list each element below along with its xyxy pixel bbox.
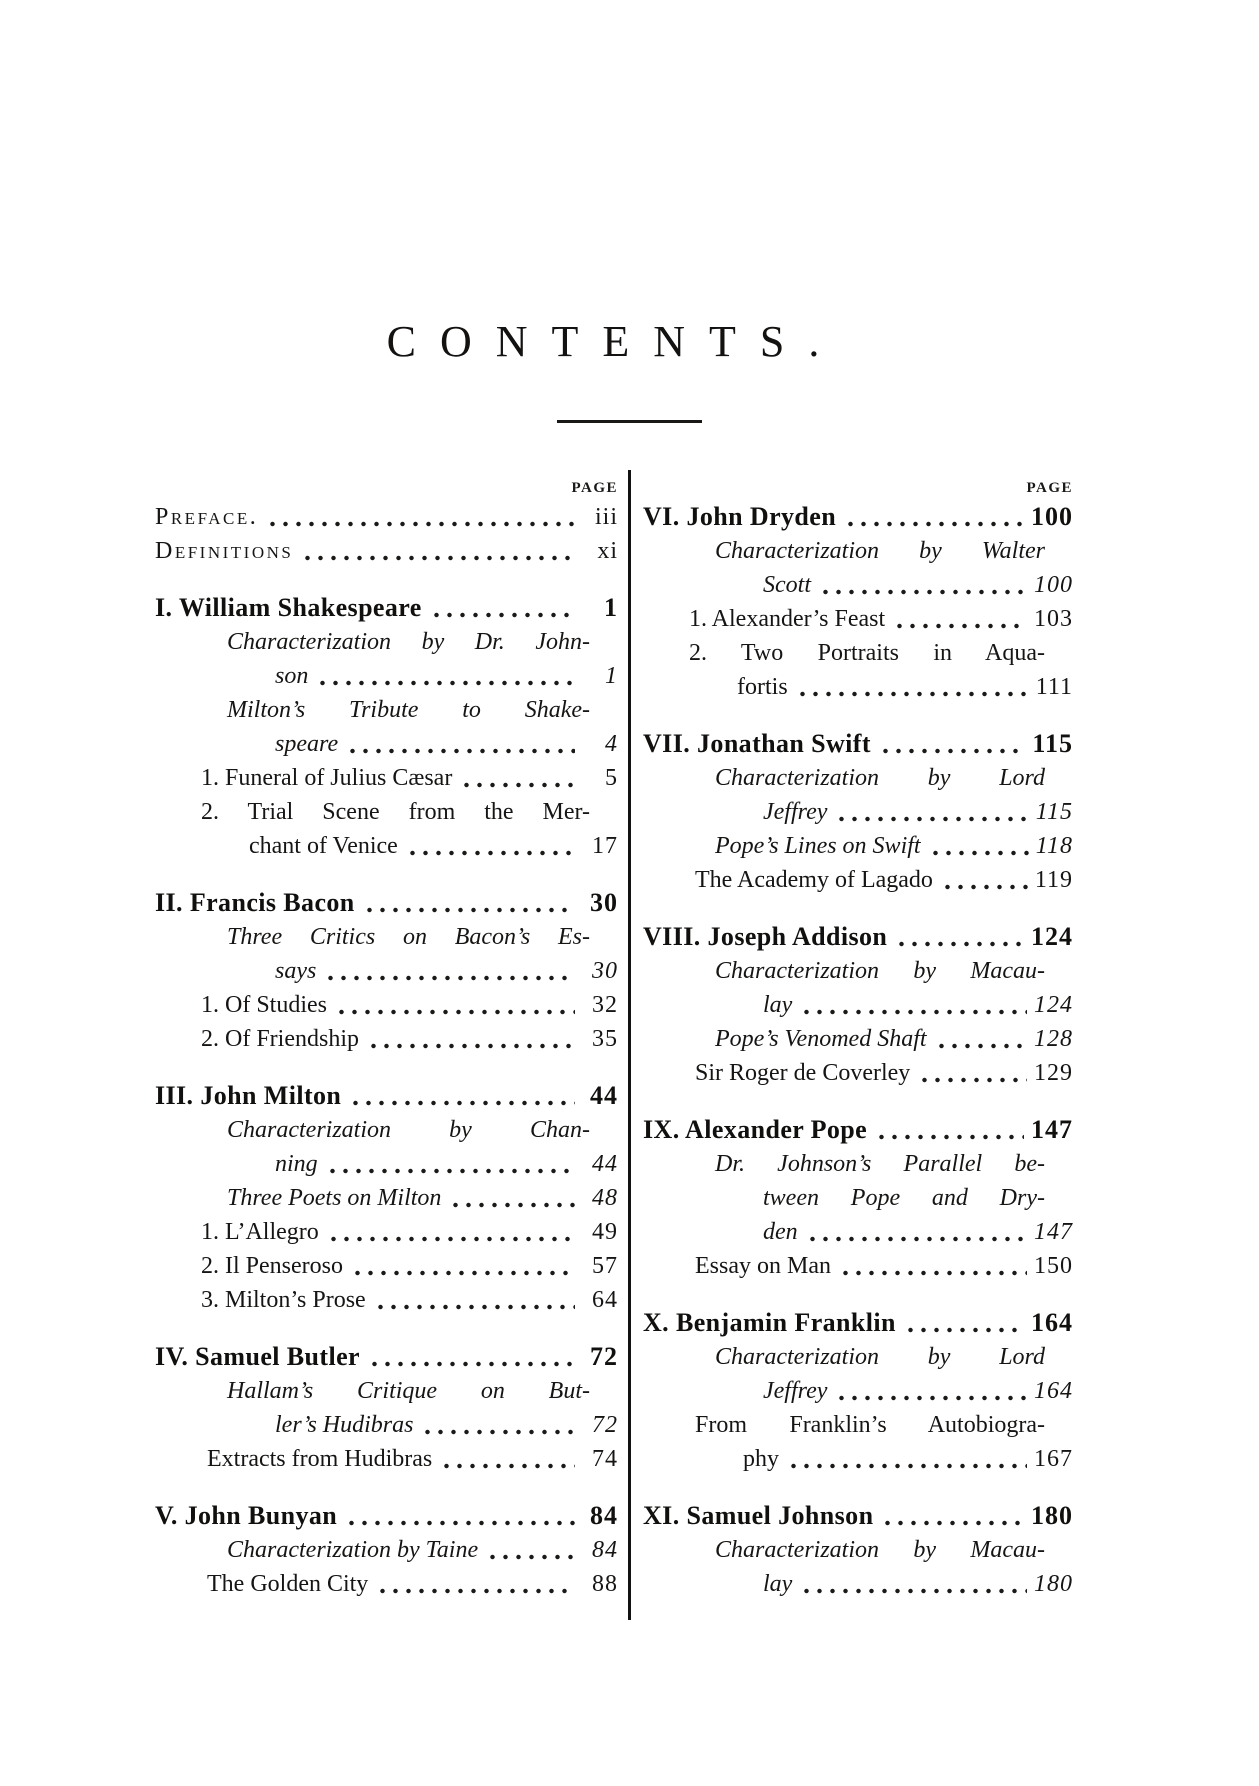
page-number: 44 — [590, 1081, 618, 1110]
entry-text: Extracts from Hudibras — [207, 1446, 433, 1472]
page-number: 124 — [1031, 922, 1073, 951]
entry-text: ler’s Hudibras — [275, 1412, 414, 1438]
toc-entry — [155, 886, 618, 920]
entry-text: 3. Milton’s Prose — [201, 1287, 366, 1313]
page-number: 167 — [1034, 1446, 1073, 1472]
entry-text: The Academy of Lagado — [695, 867, 933, 893]
dot-leader — [785, 1442, 1027, 1476]
dot-leader — [404, 829, 575, 863]
page-number: 1 — [604, 593, 618, 622]
entry-text: X. Benjamin Franklin — [643, 1308, 896, 1337]
page-number: 147 — [1031, 1115, 1073, 1144]
toc-entry-line — [201, 829, 618, 863]
dot-leader — [324, 1147, 575, 1181]
dot-leader — [833, 1374, 1027, 1408]
toc-entry — [155, 1442, 618, 1476]
toc-column-right — [643, 478, 1073, 1601]
toc-entry-line — [155, 1079, 618, 1113]
dot-leader — [833, 795, 1028, 829]
entry-text: lay — [763, 992, 793, 1018]
toc-entry-line — [715, 1567, 1073, 1601]
entry-text: Preface. — [155, 504, 259, 530]
entry-text: VIII. Joseph Addison — [643, 922, 888, 951]
dot-leader — [877, 727, 1025, 761]
entry-text: Pope’s Venomed Shaft — [715, 1026, 927, 1052]
page-number: 100 — [1034, 572, 1073, 598]
dot-leader — [447, 1181, 575, 1215]
page-number: 180 — [1031, 1501, 1073, 1530]
dot-leader — [939, 863, 1028, 897]
dot-leader — [374, 1567, 575, 1601]
toc-entry-line — [201, 1283, 618, 1317]
dot-leader — [798, 1567, 1027, 1601]
toc-entry-line — [715, 829, 1073, 863]
entry-text: Sir Roger de Coverley — [695, 1060, 911, 1086]
toc-entry-line — [201, 1022, 618, 1056]
toc-entry-line: From Franklin’s Autobiogra- — [695, 1412, 1045, 1438]
toc-entry — [155, 1215, 618, 1249]
dot-leader — [264, 500, 575, 534]
toc-entry — [155, 1181, 618, 1215]
toc-entries-left — [155, 500, 618, 1601]
page-number: 119 — [1034, 867, 1073, 893]
dot-leader — [927, 829, 1029, 863]
title-divider-rule — [557, 420, 702, 423]
toc-entry-line: Three Critics on Bacon’s Es- — [227, 924, 590, 950]
dot-leader — [372, 1283, 575, 1317]
toc-entry-line — [643, 1306, 1073, 1340]
toc-entry-line — [695, 1056, 1073, 1090]
toc-entry-line: Dr. Johnson’s Parallel be- — [715, 1151, 1045, 1177]
dot-leader — [322, 954, 575, 988]
dot-leader — [458, 761, 575, 795]
entry-text: Pope’s Lines on Swift — [715, 833, 921, 859]
toc-entry-line: 2. Two Portraits in Aqua- — [689, 640, 1045, 666]
toc-entry — [155, 795, 618, 863]
page-number: 124 — [1034, 992, 1073, 1018]
page-number: 88 — [592, 1571, 618, 1597]
page-number: iii — [594, 504, 618, 530]
toc-entry-line: Characterization by Lord — [715, 1344, 1045, 1370]
toc-entry-line — [227, 659, 618, 693]
toc-entry — [155, 534, 618, 568]
toc-entry-line — [715, 988, 1073, 1022]
toc-entry-line — [715, 1215, 1073, 1249]
entry-text: Jeffrey — [763, 799, 828, 825]
page-number: 48 — [592, 1185, 618, 1211]
page-number: 17 — [592, 833, 618, 859]
toc-entry-line: Characterization by Macau- — [715, 1537, 1045, 1563]
toc-entry — [643, 1147, 1073, 1249]
toc-entry — [155, 693, 618, 761]
toc-entry — [155, 625, 618, 693]
entry-text: 2. Of Friendship — [201, 1026, 359, 1052]
entry-text: speare — [275, 731, 339, 757]
dot-leader — [325, 1215, 575, 1249]
dot-leader — [419, 1408, 575, 1442]
dot-leader — [361, 886, 575, 920]
page-number: 32 — [592, 992, 618, 1018]
page-number: 1 — [605, 663, 618, 689]
page-number: 72 — [590, 1342, 618, 1371]
toc-entry-line — [155, 1499, 618, 1533]
toc-entry — [643, 534, 1073, 602]
dot-leader — [798, 988, 1027, 1022]
dot-leader — [299, 534, 575, 568]
page-number: 164 — [1031, 1308, 1073, 1337]
page-number: 147 — [1034, 1219, 1073, 1245]
entry-text: 1. Of Studies — [201, 992, 327, 1018]
page-number: 35 — [592, 1026, 618, 1052]
toc-entry — [643, 829, 1073, 863]
toc-entry-line — [715, 1022, 1073, 1056]
dot-leader — [347, 1079, 575, 1113]
page-number: 100 — [1031, 502, 1073, 531]
page-column-header-left: PAGE — [571, 480, 618, 496]
page-number: 30 — [592, 958, 618, 984]
toc-entry-line — [689, 670, 1073, 704]
toc-entry — [155, 1567, 618, 1601]
entry-text: den — [763, 1219, 798, 1245]
toc-entry — [643, 1499, 1073, 1533]
dot-leader — [873, 1113, 1024, 1147]
page-number: 64 — [592, 1287, 618, 1313]
toc-entry-line: Characterization by Macau- — [715, 958, 1045, 984]
entry-text: Characterization by Taine — [227, 1537, 479, 1563]
entry-text: Jeffrey — [763, 1378, 828, 1404]
page-number: 180 — [1034, 1571, 1073, 1597]
dot-leader — [879, 1499, 1024, 1533]
toc-entry — [155, 1249, 618, 1283]
page-number: 150 — [1034, 1253, 1073, 1279]
page-number: 74 — [592, 1446, 618, 1472]
page-number: 128 — [1034, 1026, 1073, 1052]
toc-entry-line: tween Pope and Dry- — [763, 1185, 1045, 1211]
toc-entry-line: Hallam’s Critique on But- — [227, 1378, 590, 1404]
entry-text: Scott — [763, 572, 811, 598]
toc-entry — [643, 1533, 1073, 1601]
toc-entry — [643, 1408, 1073, 1476]
page-title: CONTENTS. — [386, 317, 844, 366]
entry-text: 2. Il Penseroso — [201, 1253, 343, 1279]
entry-text: I. William Shakespeare — [155, 593, 422, 622]
toc-entry-line — [715, 795, 1073, 829]
toc-entries-right — [643, 500, 1073, 1601]
dot-leader — [804, 1215, 1027, 1249]
toc-entry — [643, 727, 1073, 761]
toc-entry-line — [695, 1249, 1073, 1283]
toc-entry-line — [207, 1567, 618, 1601]
toc-entry — [643, 500, 1073, 534]
page-number: 30 — [590, 888, 618, 917]
page-number: 4 — [605, 731, 618, 757]
toc-entry — [155, 920, 618, 988]
toc-entry-line — [227, 1533, 618, 1567]
dot-leader — [438, 1442, 575, 1476]
dot-leader — [428, 591, 575, 625]
dot-leader — [842, 500, 1024, 534]
toc-entry — [155, 1499, 618, 1533]
dot-leader — [333, 988, 575, 1022]
toc-entry-line: 2. Trial Scene from the Mer- — [201, 799, 590, 825]
toc-entry — [643, 954, 1073, 1022]
entry-text: says — [275, 958, 317, 984]
entry-text: II. Francis Bacon — [155, 888, 355, 917]
entry-text: IX. Alexander Pope — [643, 1115, 868, 1144]
toc-entry-line — [227, 1181, 618, 1215]
toc-entry-line — [643, 1113, 1073, 1147]
column-divider-rule — [628, 470, 631, 1620]
dot-leader — [837, 1249, 1027, 1283]
entry-text: lay — [763, 1571, 793, 1597]
entry-text: 1. L’Allegro — [201, 1219, 319, 1245]
toc-entry-line — [155, 886, 618, 920]
toc-entry — [155, 1022, 618, 1056]
dot-leader — [343, 1499, 575, 1533]
page-number: 111 — [1035, 674, 1073, 700]
toc-entry — [643, 863, 1073, 897]
entry-text: phy — [743, 1446, 779, 1472]
entry-text: IV. Samuel Butler — [155, 1342, 360, 1371]
toc-column-left — [155, 478, 618, 1601]
toc-entry-line — [201, 1249, 618, 1283]
dot-leader — [484, 1533, 575, 1567]
dot-leader — [365, 1022, 575, 1056]
toc-entry — [155, 500, 618, 534]
toc-entry — [155, 1113, 618, 1181]
toc-entry-line: Milton’s Tribute to Shake- — [227, 697, 590, 723]
toc-entry-line — [643, 920, 1073, 954]
toc-entry-line — [643, 727, 1073, 761]
entry-text: The Golden City — [207, 1571, 369, 1597]
toc-entry — [643, 761, 1073, 829]
page-number: xi — [597, 538, 618, 564]
toc-entry — [155, 1340, 618, 1374]
toc-entry-line — [155, 500, 618, 534]
toc-entry — [155, 761, 618, 795]
entry-text: Essay on Man — [695, 1253, 831, 1279]
toc-entry-line — [201, 988, 618, 1022]
page-number: 84 — [590, 1501, 618, 1530]
toc-entry — [643, 920, 1073, 954]
toc-entry-line — [155, 591, 618, 625]
dot-leader — [916, 1056, 1027, 1090]
dot-leader — [349, 1249, 575, 1283]
entry-text: ning — [275, 1151, 318, 1177]
page-number: 49 — [592, 1219, 618, 1245]
dot-leader — [817, 568, 1027, 602]
toc-entry-line — [695, 863, 1073, 897]
page-column-header-right: PAGE — [1026, 480, 1073, 496]
entry-text: 1. Funeral of Julius Cæsar — [201, 765, 453, 791]
toc-entry-line — [155, 1340, 618, 1374]
toc-entry-line — [715, 1374, 1073, 1408]
dot-leader — [893, 920, 1024, 954]
page-number: 115 — [1035, 799, 1073, 825]
page-number: 115 — [1032, 729, 1073, 758]
toc-entry-line — [643, 1499, 1073, 1533]
toc-entry — [643, 602, 1073, 636]
toc-entry — [155, 1079, 618, 1113]
dot-leader — [344, 727, 575, 761]
page-number: 164 — [1034, 1378, 1073, 1404]
dot-leader — [902, 1306, 1024, 1340]
dot-leader — [891, 602, 1027, 636]
entry-text: Definitions — [155, 538, 294, 564]
toc-entry-line — [689, 602, 1073, 636]
page-number: 103 — [1034, 606, 1073, 632]
toc-entry-line: Characterization by Lord — [715, 765, 1045, 791]
dot-leader — [314, 659, 575, 693]
toc-entry-line — [201, 761, 618, 795]
toc-entry-line: Characterization by Walter — [715, 538, 1045, 564]
entry-text: III. John Milton — [155, 1081, 342, 1110]
toc-entry — [643, 1022, 1073, 1056]
toc-entry-line: Characterization by Chan- — [227, 1117, 590, 1143]
toc-entry — [643, 1340, 1073, 1408]
toc-entry-line — [155, 534, 618, 568]
toc-entry — [155, 1374, 618, 1442]
page-number: 57 — [592, 1253, 618, 1279]
toc-entry-line — [643, 500, 1073, 534]
toc-entry-line — [227, 954, 618, 988]
entry-text: XI. Samuel Johnson — [643, 1501, 874, 1530]
toc-entry — [155, 591, 618, 625]
toc-entry-line — [227, 1147, 618, 1181]
entry-text: Three Poets on Milton — [227, 1185, 442, 1211]
entry-text: 1. Alexander’s Feast — [689, 606, 886, 632]
toc-entry-line — [695, 1442, 1073, 1476]
toc-entry-line: Characterization by Dr. John- — [227, 629, 590, 655]
toc-entry — [155, 1533, 618, 1567]
toc-entry-line — [227, 727, 618, 761]
entry-text: V. John Bunyan — [155, 1501, 338, 1530]
toc-entry-line — [715, 568, 1073, 602]
entry-text: VI. John Dryden — [643, 502, 837, 531]
toc-entry-line — [227, 1408, 618, 1442]
dot-leader — [933, 1022, 1027, 1056]
page-number: 5 — [605, 765, 618, 791]
page-number: 84 — [592, 1537, 618, 1563]
toc-entry — [643, 636, 1073, 704]
entry-text: VII. Jonathan Swift — [643, 729, 871, 758]
entry-text: chant of Venice — [249, 833, 398, 859]
entry-text: son — [275, 663, 309, 689]
toc-entry — [643, 1249, 1073, 1283]
toc-entry — [643, 1306, 1073, 1340]
page-number: 44 — [592, 1151, 618, 1177]
page-number: 118 — [1035, 833, 1073, 859]
toc-entry-line — [201, 1215, 618, 1249]
toc-entry — [155, 1283, 618, 1317]
page-number: 129 — [1034, 1060, 1073, 1086]
toc-entry-line — [207, 1442, 618, 1476]
entry-text: fortis — [737, 674, 788, 700]
toc-entry — [643, 1056, 1073, 1090]
page-number: 72 — [592, 1412, 618, 1438]
toc-entry — [643, 1113, 1073, 1147]
dot-leader — [794, 670, 1029, 704]
toc-entry — [155, 988, 618, 1022]
dot-leader — [366, 1340, 575, 1374]
